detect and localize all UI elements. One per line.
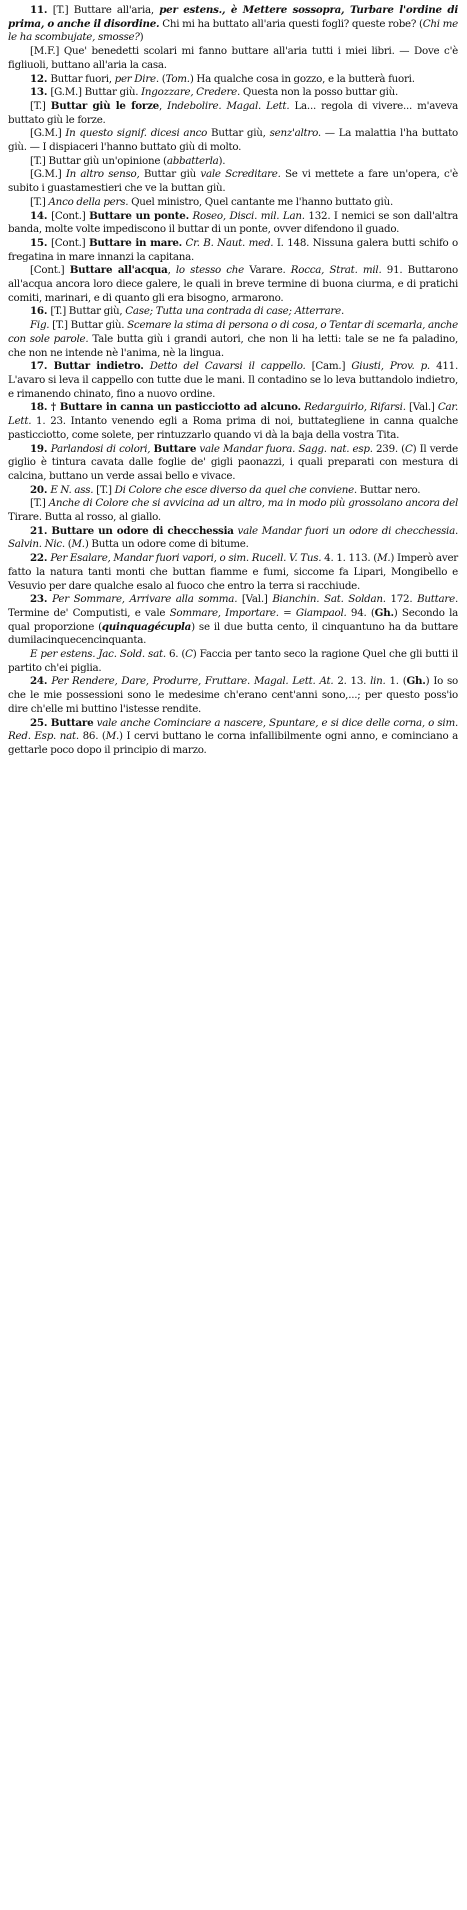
entry-15	[8, 237, 458, 264]
text-segment: Buttare	[50, 716, 94, 729]
text-segment: Bianchin. Sat. Soldan.	[272, 593, 386, 606]
text-segment: Per Esalare, Mandar fuori vapori, o sim. Rucell. V. Tus.	[50, 552, 322, 565]
text-segment: [T.]	[93, 483, 115, 496]
text-segment: Buttar giù le forze	[50, 99, 159, 112]
entry-19	[8, 443, 458, 484]
text-segment: M.	[377, 552, 391, 565]
text-segment: ) Secondo la qual proporzione (	[8, 606, 458, 633]
text-segment: 13.	[30, 86, 51, 99]
text-segment: Rocca, Strat. mil.	[290, 264, 382, 277]
text-segment: Fig.	[30, 319, 50, 332]
text-segment: 12.	[30, 72, 51, 85]
text-segment: ) Il verde giglio è tintura cavata dalle foglie de' gigli paonazzi, i quali preparati con mestura di calcina, buttano un verde assai bello e vivace.	[8, 442, 458, 482]
text-segment: Per Rendere, Dare, Produrre, Fruttare. Magal. Lett. At.	[51, 675, 334, 688]
text-segment: 86. (	[78, 730, 106, 743]
text-segment: 18.	[30, 401, 51, 414]
entry-13-buttar-giu-le-forze	[8, 100, 458, 127]
text-segment: Chi mi ha buttato all'aria questi fogli? queste robe? (	[159, 17, 423, 30]
text-segment: Buttare all'acqua	[69, 264, 168, 277]
text-segment: vale Mandar fuora. Sagg. nat. esp.	[199, 442, 373, 455]
text-segment: Buttare in mare.	[88, 236, 183, 249]
text-segment: Questa non la posso buttar giù.	[240, 86, 399, 99]
text-segment: 94. (	[346, 606, 375, 619]
text-segment: Buttare un odore di checchessia	[51, 524, 234, 537]
text-segment: Detto del Cavarsi il cappello.	[149, 360, 306, 373]
text-segment: [M.F.] Que' benedetti scolari mi fanno buttare all'aria tutti i miei libri. — Dove c'è figliuoli, buttano all'aria la casa.	[8, 45, 458, 71]
text-segment: 24.	[30, 675, 52, 688]
entry-13-opinione	[8, 155, 458, 169]
text-segment: 172.	[385, 593, 418, 606]
text-segment: ) Butta un odore come di bitume.	[84, 538, 249, 551]
entry-23	[8, 593, 458, 648]
text-segment: senz'altro.	[269, 127, 321, 140]
text-segment: 6. (	[165, 648, 186, 661]
text-segment: 411. L'avaro si leva il cappello con tutte due le mani. Il contadino se lo leva buttandolo indietro, e rimanendo chinato, fino a nuovo ordine.	[8, 360, 458, 400]
text-segment: [Cont.]	[30, 264, 70, 277]
text-segment: [T.]	[30, 497, 49, 510]
text-segment: Gh.	[406, 675, 426, 688]
text-segment: 21.	[30, 524, 52, 537]
text-segment: Termine de' Computisti, e vale	[8, 606, 170, 619]
text-segment: 16.	[30, 305, 51, 318]
text-segment: 22.	[30, 552, 51, 565]
text-segment: Ingozzare, Credere.	[141, 86, 241, 99]
text-segment: 23.	[30, 593, 53, 606]
text-segment: E per estens. Jac. Sold. sat.	[30, 648, 166, 661]
text-segment: Di Colore che esce diverso da quel che conviene.	[114, 483, 357, 496]
text-segment: Buttare.	[417, 593, 458, 606]
entry-11-mf-example	[8, 45, 458, 72]
text-segment: In questo signif. dicesi anco	[65, 127, 208, 140]
entry-23-per-estens	[8, 648, 458, 675]
text-segment: 25.	[30, 716, 51, 729]
text-segment: Car. Lett.	[8, 401, 458, 428]
entry-13	[8, 86, 458, 100]
text-segment: M.	[71, 538, 85, 551]
entry-22	[8, 552, 458, 593]
text-segment: Buttare un ponte.	[89, 209, 189, 222]
entry-17	[8, 360, 458, 401]
text-segment: I. 148. Nissuna galera butti schifo o fregatina in mare innanzi la capitana.	[8, 236, 458, 263]
text-segment: ) I cervi buttano le corna infallibilmente ogni anno, e cominciano a gettarle poco dopo il principio di marzo.	[8, 730, 458, 756]
text-segment: Se vi mettete a fare un'opera, c'è subito i guastamestieri che ve la buttan giù.	[8, 168, 459, 195]
text-segment: M.	[105, 730, 120, 743]
entry-13-della-pers	[8, 196, 458, 210]
text-segment: ) Io so che le mie possessioni sono le medesime ch'erano cent'anni sono,...; per questo poss'io dire ch'elle mi buttino l'istesse rendite.	[8, 675, 458, 715]
text-segment: Per Sommare, Arrivare alla somma.	[52, 593, 238, 606]
text-segment: 19.	[30, 442, 51, 455]
text-segment: Case; Tutta una contrada di case; Atterrare.	[125, 305, 344, 318]
text-segment: 91. Buttarono all'acqua ancora loro diece galere, le quali in breve termine di buona ciurma, e di pratichi comiti, marinari, e di quanto gli era bisogno, armarono.	[8, 264, 458, 304]
text-segment: 15.	[30, 236, 52, 249]
entry-14	[8, 210, 458, 237]
text-segment: [Cont.]	[51, 236, 89, 249]
text-segment: Buttar fuori,	[50, 72, 115, 85]
text-segment: 132. I nemici se son dall'altra banda, molte volte impediscono il buttar di un ponte, ovver difendono il guado.	[8, 209, 458, 236]
text-segment: ).	[218, 154, 226, 167]
text-segment: Parlandosi di colori,	[50, 442, 151, 455]
text-segment: In altro senso,	[65, 168, 140, 181]
text-segment: Chi me le ha scombujate, smosse?	[8, 17, 458, 44]
text-segment: [Val.]	[405, 401, 438, 414]
text-segment: [Cam.]	[305, 360, 352, 373]
entry-20	[8, 484, 458, 498]
text-segment: Cr. B. Naut. med.	[185, 236, 274, 249]
text-segment: per Dire.	[114, 72, 159, 85]
text-segment: † Buttare in canna un pasticciotto ad alcuno.	[50, 401, 301, 414]
text-segment: ) Imperò aver fatto la natura tanti monti che buttan fiamme e fumi, siccome fa Lipari, Mongibello e Vesuvio per dare qualche esalo al fuoco che entro la terra si racchiude.	[8, 552, 458, 592]
text-segment: 1. 23. Intanto venendo egli a Roma prima di noi, buttategliene in canna qualche pasticciotto, come solete, per rintuzzarlo quando vi dà la baja della vostra Tita.	[8, 415, 458, 441]
entry-24	[8, 675, 458, 716]
entry-25	[8, 717, 458, 758]
text-segment: La... regola di vivere... m'aveva buttato giù le forze.	[8, 99, 458, 126]
text-segment: Buttar giù	[139, 168, 201, 181]
text-segment: Anche di Colore che si avvicina ad un altro, ma in modo più grossolano ancora del	[48, 497, 458, 510]
text-segment: [T.] Buttar giù un'opinione (	[30, 154, 167, 167]
text-segment: — La malattia l'ha buttato giù. — I dispiaceri l'hanno buttato giù di molto.	[8, 127, 458, 154]
entry-11	[8, 4, 458, 45]
text-segment: C	[404, 442, 413, 455]
text-segment: [G.M.]	[30, 127, 66, 140]
text-segment: 20.	[30, 483, 51, 496]
entry-13-screditare	[8, 168, 458, 195]
text-segment: [T.]	[30, 99, 51, 112]
text-segment: 1. (	[385, 675, 407, 688]
text-segment: vale Screditare.	[200, 168, 281, 181]
text-segment: Buttare	[153, 442, 197, 455]
entry-16-fig	[8, 319, 458, 360]
text-segment: Tirare. Butta al rosso, al giallo.	[8, 511, 161, 524]
text-segment: Roseo, Disci. mil. Lan.	[192, 209, 305, 222]
entry-20-tirare	[8, 497, 458, 524]
text-segment: Buttar nero.	[356, 483, 421, 496]
text-segment: Anco della pers.	[48, 195, 129, 208]
text-segment: 11.	[30, 4, 53, 16]
text-segment: Buttar giù,	[207, 127, 270, 140]
text-segment: [T.] Buttare all'aria,	[52, 4, 160, 16]
text-segment: C	[185, 648, 193, 661]
text-segment: Buttar indietro.	[53, 360, 144, 373]
entry-16	[8, 305, 458, 319]
entry-15-all-acqua	[8, 264, 458, 305]
text-segment: 14.	[30, 209, 52, 222]
text-segment: E N. ass.	[50, 483, 94, 496]
text-segment: Scemare la stima di persona o di cosa, o Tentar di scemarla, anche con sole parole.	[8, 319, 458, 345]
text-segment: [T.]	[30, 195, 49, 208]
text-segment: lin.	[370, 675, 386, 688]
text-segment: [G.M.]	[30, 168, 66, 181]
text-segment: [T.] Buttar giù.	[49, 319, 128, 332]
text-segment: Redarguirlo, Rifarsi.	[304, 401, 406, 414]
text-segment: ) se il due butta cento, il cinquantuno ha da buttare dumilacinquecencinquanta.	[8, 620, 458, 647]
text-segment: (	[158, 72, 166, 85]
text-segment: Varare.	[243, 264, 291, 277]
text-segment: (	[64, 538, 72, 551]
text-segment: lo stesso che	[175, 264, 244, 277]
entry-21	[8, 525, 458, 552]
text-segment: Sommare, Importare. = Giampaol.	[169, 606, 347, 619]
text-segment: Giusti, Prov. p.	[351, 360, 430, 373]
text-segment: ) Faccia per tanto seco la ragione Quel che gli butti il partito ch'ei piglia.	[8, 648, 458, 674]
text-segment: per estens., è Mettere sossopra, Turbare l'ordine di prima, o anche il disordine.	[8, 4, 458, 30]
text-segment: vale anche Cominciare a nascere, Spuntare, e si dice delle corna, o sim. Red. Esp. nat.	[8, 716, 458, 743]
text-segment: ,	[159, 99, 168, 112]
text-segment: Tom.	[165, 72, 190, 85]
text-segment: [G.M.] Buttar giù.	[50, 86, 142, 99]
entry-18	[8, 401, 458, 442]
entry-13-senz-altro	[8, 127, 458, 154]
text-segment: Gh.	[374, 606, 394, 619]
text-segment: quinquagécupla	[101, 620, 192, 633]
entry-12	[8, 73, 458, 87]
text-segment: [Val.]	[237, 593, 273, 606]
text-segment: ,	[167, 264, 176, 277]
text-segment: abbatterla	[166, 154, 219, 167]
text-segment: vale Mandar fuori un odore di checchessia. Salvin. Nic.	[8, 524, 458, 551]
text-segment: Quel ministro, Quel cantante me l'hanno buttato giù.	[128, 195, 393, 208]
text-segment: )	[139, 31, 144, 44]
text-segment: 17.	[30, 360, 54, 373]
text-segment: 239. (	[372, 442, 405, 455]
text-segment: ) Ha qualche cosa in gozzo, e la butterà fuori.	[189, 72, 415, 85]
text-segment: Tale butta giù i grandi autori, che non li ha letti: tale se ne fa paladino, che non ne intende nè l'anima, nè la lingua.	[8, 332, 458, 359]
text-segment: 4. 1. 113. (	[321, 552, 378, 565]
text-segment: 2. 13.	[333, 675, 371, 688]
text-segment: [T.] Buttar giù,	[50, 305, 126, 318]
text-segment: [Cont.]	[51, 209, 90, 222]
text-segment: Indebolire. Magal. Lett.	[167, 99, 290, 112]
